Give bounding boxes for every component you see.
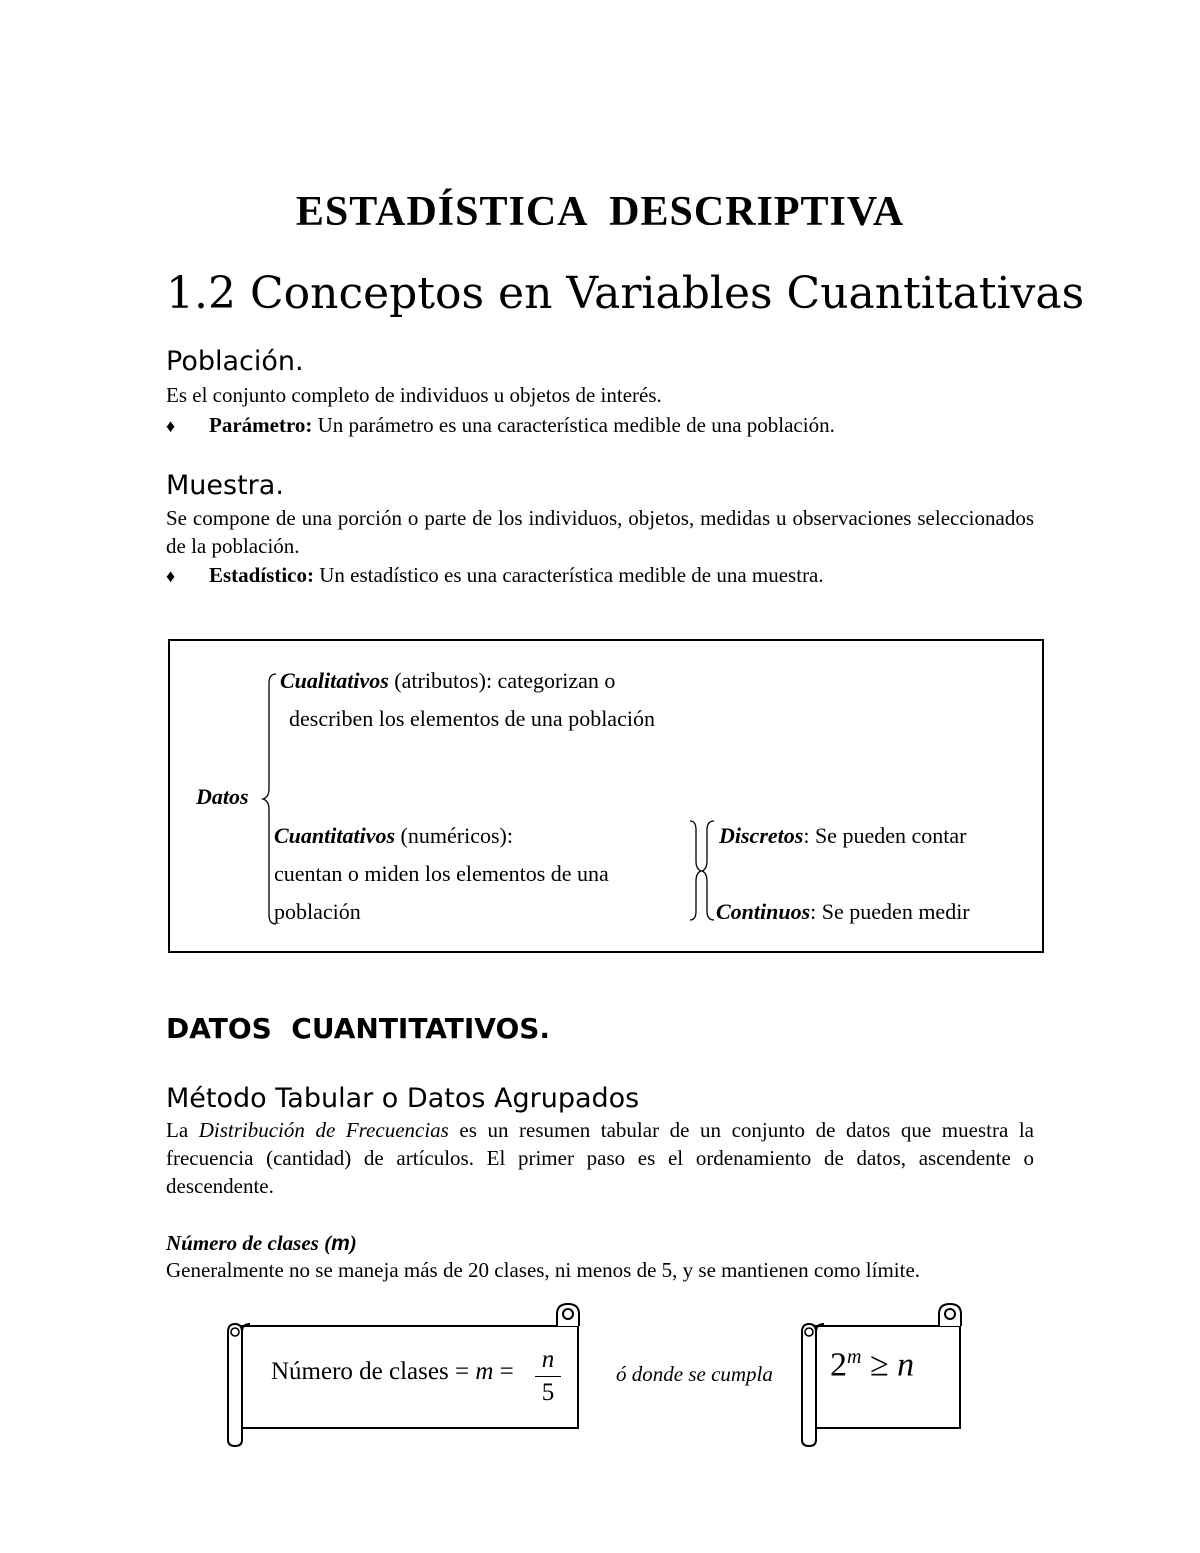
continuos-line: Continuos: Se pueden medir [716, 899, 970, 924]
distribucion-term: Distribución de Frecuencias [198, 1118, 449, 1142]
cualitativos-term: Cualitativos [280, 668, 389, 693]
cualitativos-line2: describen los elementos de una población [289, 706, 655, 731]
cuantitativos-line3: población [274, 899, 361, 924]
bullet-diamond-icon: ♦ [166, 566, 176, 586]
section-subtitle: 1.2 Conceptos en Variables Cuantitativas [166, 268, 1085, 319]
parametro-term: Parámetro: [209, 413, 313, 437]
poblacion-heading: Población. [166, 346, 304, 377]
fraction-n-over-5: n 5 [535, 1346, 561, 1407]
page-title: ESTADÍSTICA DESCRIPTIVA [295, 189, 905, 235]
continuos-term: Continuos [716, 899, 811, 924]
datos-label: Datos [196, 784, 249, 809]
muestra-heading: Muestra. [166, 470, 284, 501]
estadistico-term: Estadístico: [209, 563, 314, 587]
numero-clases-heading: Número de clases (m) [166, 1231, 357, 1255]
poblacion-text: Es el conjunto completo de individuos u objetos de interés. [166, 383, 662, 407]
parametro-definition: Un parámetro es una característica medible de una población. [312, 413, 835, 437]
bullet-diamond-icon: ♦ [166, 416, 176, 436]
middle-connector-text: ó donde se cumpla [616, 1362, 773, 1386]
datos-classification-diagram [168, 639, 1044, 953]
cuantitativos-line2: cuentan o miden los elementos de una [274, 861, 609, 886]
formula-two-power-m: $2^m \ge n$ [830, 1346, 915, 1384]
discretos-term: Discretos [719, 823, 804, 848]
discretos-line: Discretos: Se pueden contar [719, 823, 967, 848]
formula-numero-clases: Número de clases = m = [271, 1358, 520, 1385]
datos-cuantitativos-heading: DATOS CUANTITATIVOS. [166, 1012, 551, 1045]
cuantitativos-term: Cuantitativos [274, 823, 396, 848]
parametro-bullet [166, 411, 835, 440]
cuantitativos-line1: Cuantitativos (numéricos): [274, 823, 513, 848]
metodo-paragraph: La Distribución de Frecuencias es un resumen tabular de un conjunto de datos que muestra la frecuencia (cantidad) de artículos. El primer paso es el ordenamiento de datos, ascendente o descendente. [166, 1118, 1034, 1198]
estadistico-bullet [166, 561, 824, 590]
muestra-text: Se compone de una porción o parte de los individuos, objetos, medidas u observaciones seleccionados de la población. [166, 506, 1034, 558]
metodo-heading: Método Tabular o Datos Agrupados [166, 1083, 640, 1114]
cualitativos-line1: Cualitativos (atributos): categorizan o [280, 668, 616, 693]
estadistico-definition: Un estadístico es una característica medible de una muestra. [314, 563, 824, 587]
numero-clases-text: Generalmente no se maneja más de 20 clases, ni menos de 5, y se mantienen como límite. [166, 1258, 921, 1282]
